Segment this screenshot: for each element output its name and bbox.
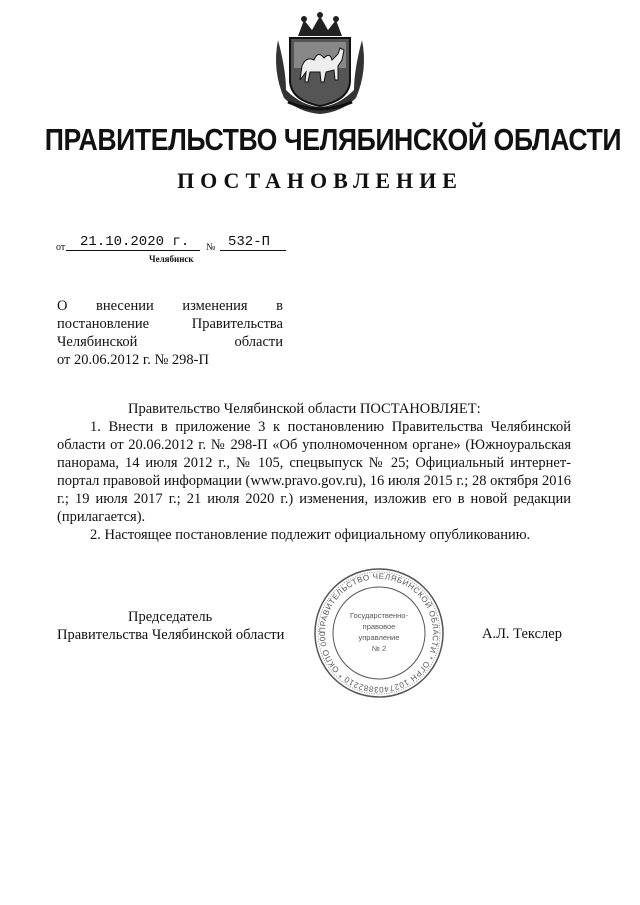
number-prefix: № bbox=[206, 242, 216, 253]
subject-line-4: от 20.06.2012 г. № 298-П bbox=[57, 352, 209, 368]
document-date: 21.10.2020 г. bbox=[66, 234, 200, 251]
government-title: ПРАВИТЕЛЬСТВО ЧЕЛЯБИНСКОЙ ОБЛАСТИ bbox=[44, 122, 622, 157]
subject-line-2: постановление Правительства bbox=[57, 316, 283, 332]
stamp-outer-text: ПРАВИТЕЛЬСТВО ЧЕЛЯБИНСКОЙ ОБЛАСТИ * ОГРН 1027403882210 * ОКПО 000 bbox=[317, 571, 441, 695]
stamp-center-line-3: управление bbox=[358, 633, 400, 642]
stamp-center-line-2: правовое bbox=[362, 622, 396, 631]
signatory-title-line-1: Председатель bbox=[128, 609, 213, 625]
signatory-title-line-2: Правительства Челябинской области bbox=[57, 627, 285, 643]
document-type: ПОСТАНОВЛЕНИЕ bbox=[177, 168, 463, 193]
date-prefix: от bbox=[56, 242, 66, 253]
signatory-name: А.Л. Текслер bbox=[482, 626, 562, 642]
coat-of-arms-emblem bbox=[268, 10, 372, 118]
stamp-center-line-4: № 2 bbox=[371, 644, 387, 653]
intro-text: Правительство Челябинской области ПОСТАНОВЛЯЕТ: bbox=[128, 401, 481, 417]
place-name: Челябинск bbox=[149, 254, 194, 264]
subject-line-1: О внесении изменения в bbox=[57, 298, 283, 314]
camel-emblem-icon bbox=[268, 10, 372, 118]
round-seal-icon bbox=[312, 566, 446, 700]
official-stamp bbox=[312, 566, 446, 700]
document-number: 532-П bbox=[220, 234, 286, 251]
signatory-title bbox=[57, 608, 297, 644]
document-body bbox=[57, 400, 571, 544]
item-1-text: 1. Внести в приложение 3 к постановлению Правительства Челябинской области от 20.06.2012 г. № 298-П «Об уполномоченном органе» (Южноуральская панорама, 14 июля 2012 г., № 105, спецвыпуск № 25; Официальный интернет-портал правовой информации (www.pravo.gov.ru), 16 июля 2015 г.; 28 октября 2016 г.; 19 июля 2017 г.; 21 июля 2020 г.) изменения, изложив его в новой редакции (прилагается). bbox=[57, 419, 571, 525]
subject-line-3: Челябинской области bbox=[57, 334, 283, 350]
item-2-text: 2. Настоящее постановление подлежит официальному опубликованию. bbox=[90, 527, 531, 543]
subject-block bbox=[57, 297, 283, 369]
stamp-center-line-1: Государственно- bbox=[350, 611, 408, 620]
